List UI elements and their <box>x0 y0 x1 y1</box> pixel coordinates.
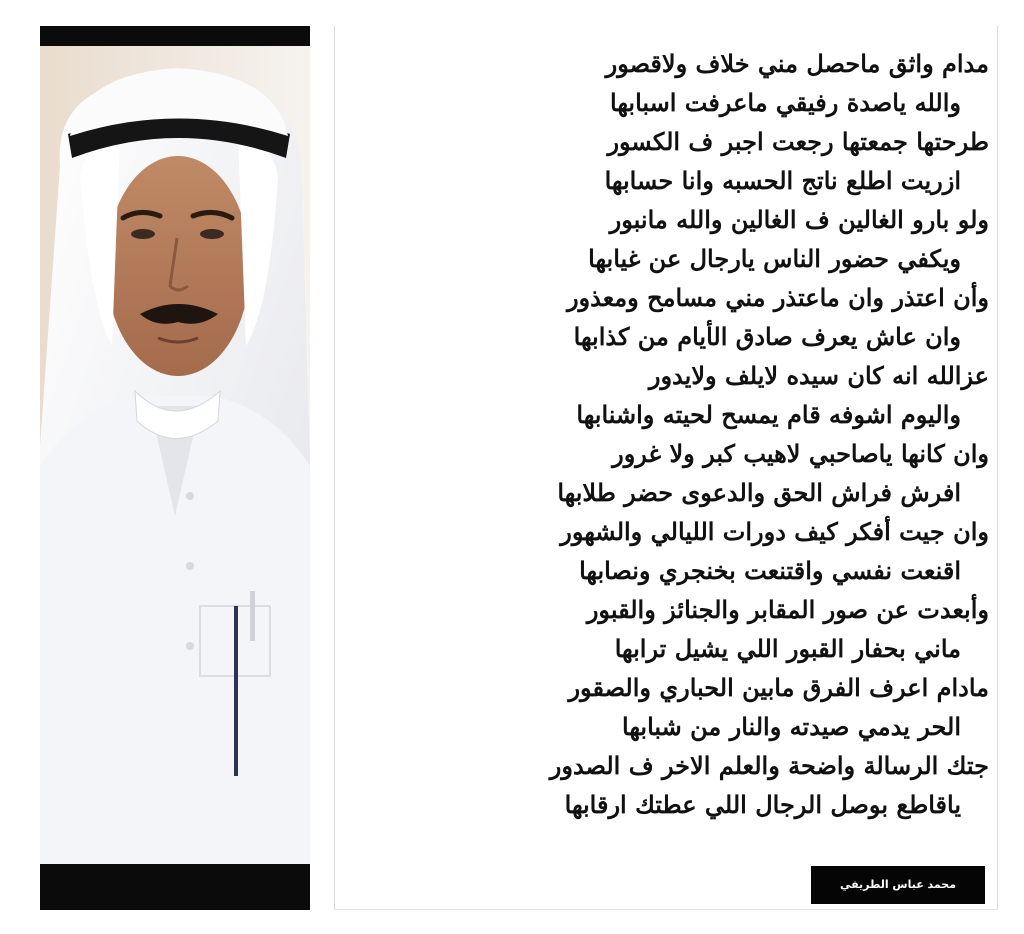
poem-line: واليوم اشوفه قام يمسح لحيته واشنابها <box>576 400 961 429</box>
poem-line: جتك الرسالة واضحة والعلم الاخر ف الصدور <box>549 751 989 780</box>
poem-line: اقنعت نفسي واقتنعت بخنجري ونصابها <box>579 556 961 585</box>
poem-line: وان عاش يعرف صادق الأيام من كذابها <box>573 322 961 351</box>
poem-line: عزالله انه كان سيده لايلف ولايدور <box>648 361 989 390</box>
poem-text <box>339 44 989 824</box>
poem-line: افرش فراش الحق والدعوى حضر طلابها <box>557 478 961 507</box>
poem-line: والله ياصدة رفيقي ماعرفت اسبابها <box>610 88 961 117</box>
poem-line: ولو بارو الغالين ف الغالين والله مانبور <box>609 205 989 234</box>
poem-line: مادام اعرف الفرق مابين الحباري والصقور <box>568 673 989 702</box>
poem-line: وأن اعتذر وان ماعتذر مني مسامح ومعذور <box>566 283 989 312</box>
poem-line: وان كانها ياصاحبي لاهيب كبر ولا غرور <box>612 439 989 468</box>
portrait-photo <box>40 46 310 864</box>
poem-line: طرحتها جمعتها رجعت اجبر ف الكسور <box>607 127 989 156</box>
poem-line: مدام واثق ماحصل مني خلاف ولاقصور <box>605 49 989 78</box>
poem-line: ازريت اطلع ناتج الحسبه وانا حسابها <box>604 166 961 195</box>
poem-line: وان جيت أفكر كيف دورات الليالي والشهور <box>560 517 989 546</box>
poem-line: وأبعدت عن صور المقابر والجنائز والقبور <box>586 595 989 624</box>
poem-line: ويكفي حضور الناس يارجال عن غيابها <box>588 244 961 273</box>
poem-line: ماني بحفار القبور اللي يشيل ترابها <box>614 634 961 663</box>
photo-bottom-bar <box>40 864 310 910</box>
photo-top-bar <box>40 26 310 46</box>
poem-line: ياقاطع بوصل الرجال اللي عطتك ارقابها <box>564 790 961 819</box>
poem-panel <box>334 26 998 910</box>
author-signature-label: محمد عباس الطريفي <box>811 866 985 904</box>
portrait-panel <box>40 26 310 910</box>
poem-line: الحر يدمي صيدته والنار من شبابها <box>622 712 961 741</box>
